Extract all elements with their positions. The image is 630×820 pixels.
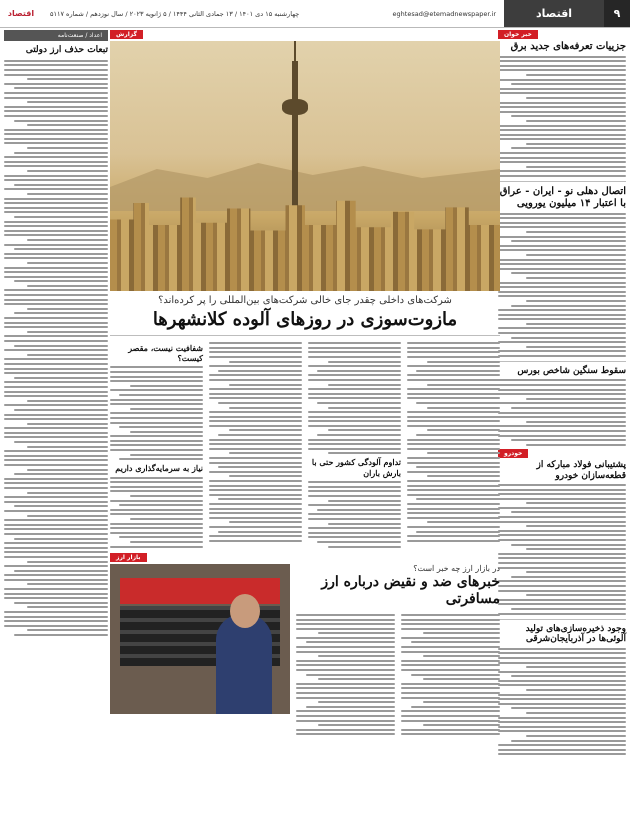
sub-heading-1: شفافیت نیست، مقصر کیست؟ [128, 342, 203, 363]
main-column [110, 30, 500, 816]
fx-kicker: در بازار ارز چه خبر است؟ [413, 564, 500, 574]
masthead [0, 0, 630, 28]
tehran-smog-photo [110, 41, 500, 291]
left-headline: تبعات حذف ارز دولتی [25, 45, 108, 55]
article-body-5 [498, 648, 626, 756]
section-title: اقتصاد [504, 0, 604, 27]
article-headline-3: سقوط سنگین شاخص بورس [517, 366, 626, 377]
sub-heading-3: نیاز به سرمایه‌گذاری داریم [115, 463, 203, 474]
main-body-col3 [209, 342, 302, 542]
article-body-2 [498, 213, 626, 357]
fx-tag: بازار ارز [110, 553, 147, 562]
article-body-1 [498, 56, 626, 177]
fx-headline: خبرهای ضد و نقیض درباره ارز مسافرتی [321, 573, 500, 607]
main-kicker: شرکت‌های داخلی چقدر جای خالی شرکت‌های بین‌المللی را پر کرده‌اند؟ [158, 295, 452, 306]
right-column [498, 30, 626, 816]
article-body-4 [498, 484, 626, 615]
left-body [4, 60, 108, 636]
main-body-col2 [308, 342, 401, 454]
news-tag: خبر خوان [498, 30, 538, 39]
left-tag: اعداد / صنعت‌نامه [4, 30, 108, 41]
report-tag: گزارش [110, 30, 143, 39]
article-headline-5: وجود ذخیره‌سازی‌های تولید آلوئی‌ها در آذربایجان‌شرقی [525, 623, 626, 645]
main-body-col1 [407, 342, 500, 542]
date-line: چهارشنبه ۱۵ دی ۱۴۰۱ / ۱۳ جمادی الثانی ۱۴۴۴ / ۵ ژانویه ۲۰۲۳ / سال نوزدهم / شماره ۵۱۱۷ [50, 9, 300, 18]
page-number: ۹ [604, 0, 630, 27]
logo: اقتصاد [7, 9, 35, 18]
car-tag: خودرو [498, 449, 528, 458]
date-line-container [42, 0, 504, 27]
article-headline-2: اتصال دهلی نو - ایران - عراق با اعتبار ۱۴ میلیون یورویی [499, 186, 626, 210]
article-body-3 [498, 379, 626, 445]
left-column [4, 30, 108, 816]
article-headline-1: جزییات تعرفه‌های جدید برق [510, 41, 626, 52]
main-headline: مازوت‌سوزی در روزهای آلوده کلانشهرها [152, 309, 458, 330]
sub-heading-2: تداوم آلودگی کشور حتی با بارش باران [311, 457, 401, 478]
email: eghtesad@etemadnewspaper.ir [392, 9, 496, 18]
currency-exchange-photo [110, 564, 290, 714]
article-headline-4: پشتیبانی فولاد مبارکه از قطعه‌سازان خودرو [536, 459, 626, 481]
